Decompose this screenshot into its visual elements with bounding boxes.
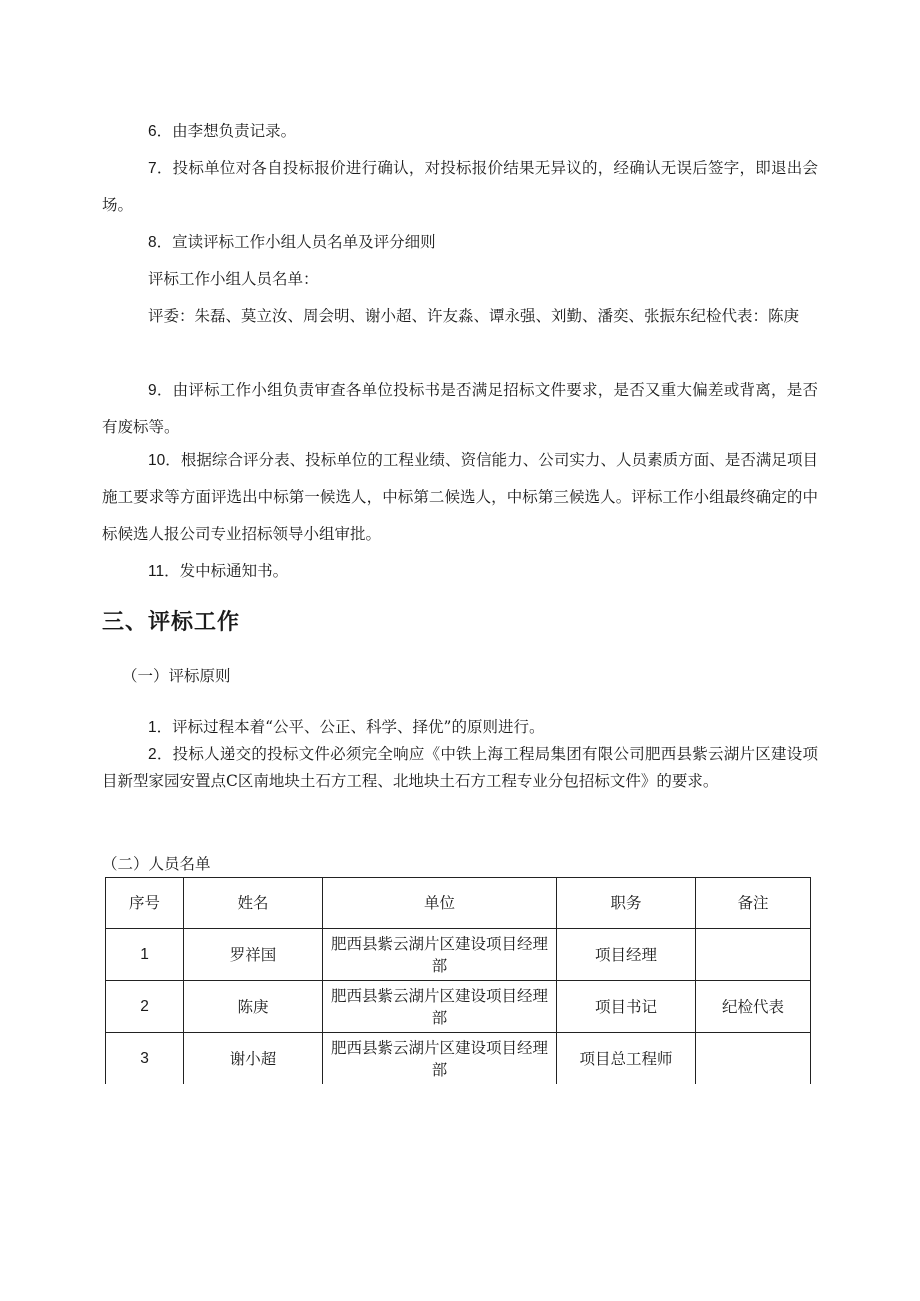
cell-remarks	[696, 929, 811, 981]
item-11-text: ．发中标通知书。	[164, 562, 289, 580]
panel-list-heading	[102, 261, 818, 298]
principle-2	[102, 741, 818, 795]
staff-table	[105, 877, 811, 1084]
header-name: 姓名	[184, 878, 323, 929]
item-10-text: ．根据综合评分表、投标单位的工程业绩、资信能力、公司实力、人员素质方面、是否满足项目施工要求等方面评选出中标第一候选人，中标第二候选人，中标第三候选人。评标工作小组最终确定的中标候选人报公司专业招标领导小组审批。	[102, 451, 818, 543]
cell-name: 谢小超	[184, 1033, 323, 1085]
table-row	[106, 929, 811, 981]
principle-2-number: 2	[148, 746, 157, 763]
header-position: 职务	[557, 878, 696, 929]
item-6-text: ．由李想负责记录。	[156, 122, 297, 140]
cell-name: 罗祥国	[184, 929, 323, 981]
item-10-number: 10	[148, 452, 166, 469]
cell-unit: 肥西县紫云湖片区建设项目经理部	[323, 1033, 557, 1085]
cell-index: 1	[106, 929, 184, 981]
principle-1	[102, 714, 818, 741]
header-index: 序号	[106, 878, 184, 929]
item-9	[102, 372, 818, 446]
panel-members	[102, 298, 818, 335]
item-9-number: 9	[148, 382, 157, 399]
table-row	[106, 981, 811, 1033]
item-11	[102, 553, 818, 590]
table-header-row	[106, 878, 811, 929]
item-8-text: ．宣读评标工作小组人员名单及评分细则	[156, 233, 436, 251]
subsection-principles-heading: （一）评标原则	[122, 667, 231, 685]
table-row	[106, 1033, 811, 1085]
cell-remarks: 纪检代表	[696, 981, 811, 1033]
item-11-number: 11	[148, 563, 165, 580]
cell-remarks	[696, 1033, 811, 1085]
cell-position: 项目书记	[557, 981, 696, 1033]
cell-name: 陈庚	[184, 981, 323, 1033]
item-9-text: ．由评标工作小组负责审查各单位投标书是否满足招标文件要求，是否又重大偏差或背离，是否有废标等。	[102, 381, 818, 436]
principle-2-text: ．投标人递交的投标文件必须完全响应《中铁上海工程局集团有限公司肥西县紫云湖片区建设项目新型家园安置点C区南地块土石方工程、北地块土石方工程专业分包招标文件》的要求。	[102, 745, 818, 790]
cell-unit: 肥西县紫云湖片区建设项目经理部	[323, 981, 557, 1033]
item-8	[102, 224, 818, 261]
cell-index: 2	[106, 981, 184, 1033]
panel-members-text: 评委：朱磊、莫立汝、周会明、谢小超、许友淼、谭永强、刘勤、潘奕、张振东纪检代表：陈庚	[148, 307, 800, 325]
item-8-number: 8	[148, 234, 157, 251]
subsection-staff-heading: （二）人员名单	[102, 855, 211, 873]
principle-1-number: 1	[148, 719, 157, 736]
cell-index: 3	[106, 1033, 184, 1085]
section-3-heading: 三、评标工作	[102, 610, 241, 635]
panel-list-heading-text: 评标工作小组人员名单：	[148, 270, 319, 288]
cell-unit: 肥西县紫云湖片区建设项目经理部	[323, 929, 557, 981]
cell-position: 项目总工程师	[557, 1033, 696, 1085]
item-7-number: 7	[148, 160, 157, 177]
item-7	[102, 150, 818, 224]
item-6-number: 6	[148, 123, 157, 140]
cell-position: 项目经理	[557, 929, 696, 981]
principle-1-text: ．评标过程本着“公平、公正、科学、择优”的原则进行。	[156, 718, 545, 736]
item-10	[102, 442, 818, 553]
item-7-text: ．投标单位对各自投标报价进行确认，对投标报价结果无异议的，经确认无误后签字，即退出会场。	[102, 159, 818, 214]
header-unit: 单位	[323, 878, 557, 929]
header-remarks: 备注	[696, 878, 811, 929]
item-6	[102, 113, 818, 150]
